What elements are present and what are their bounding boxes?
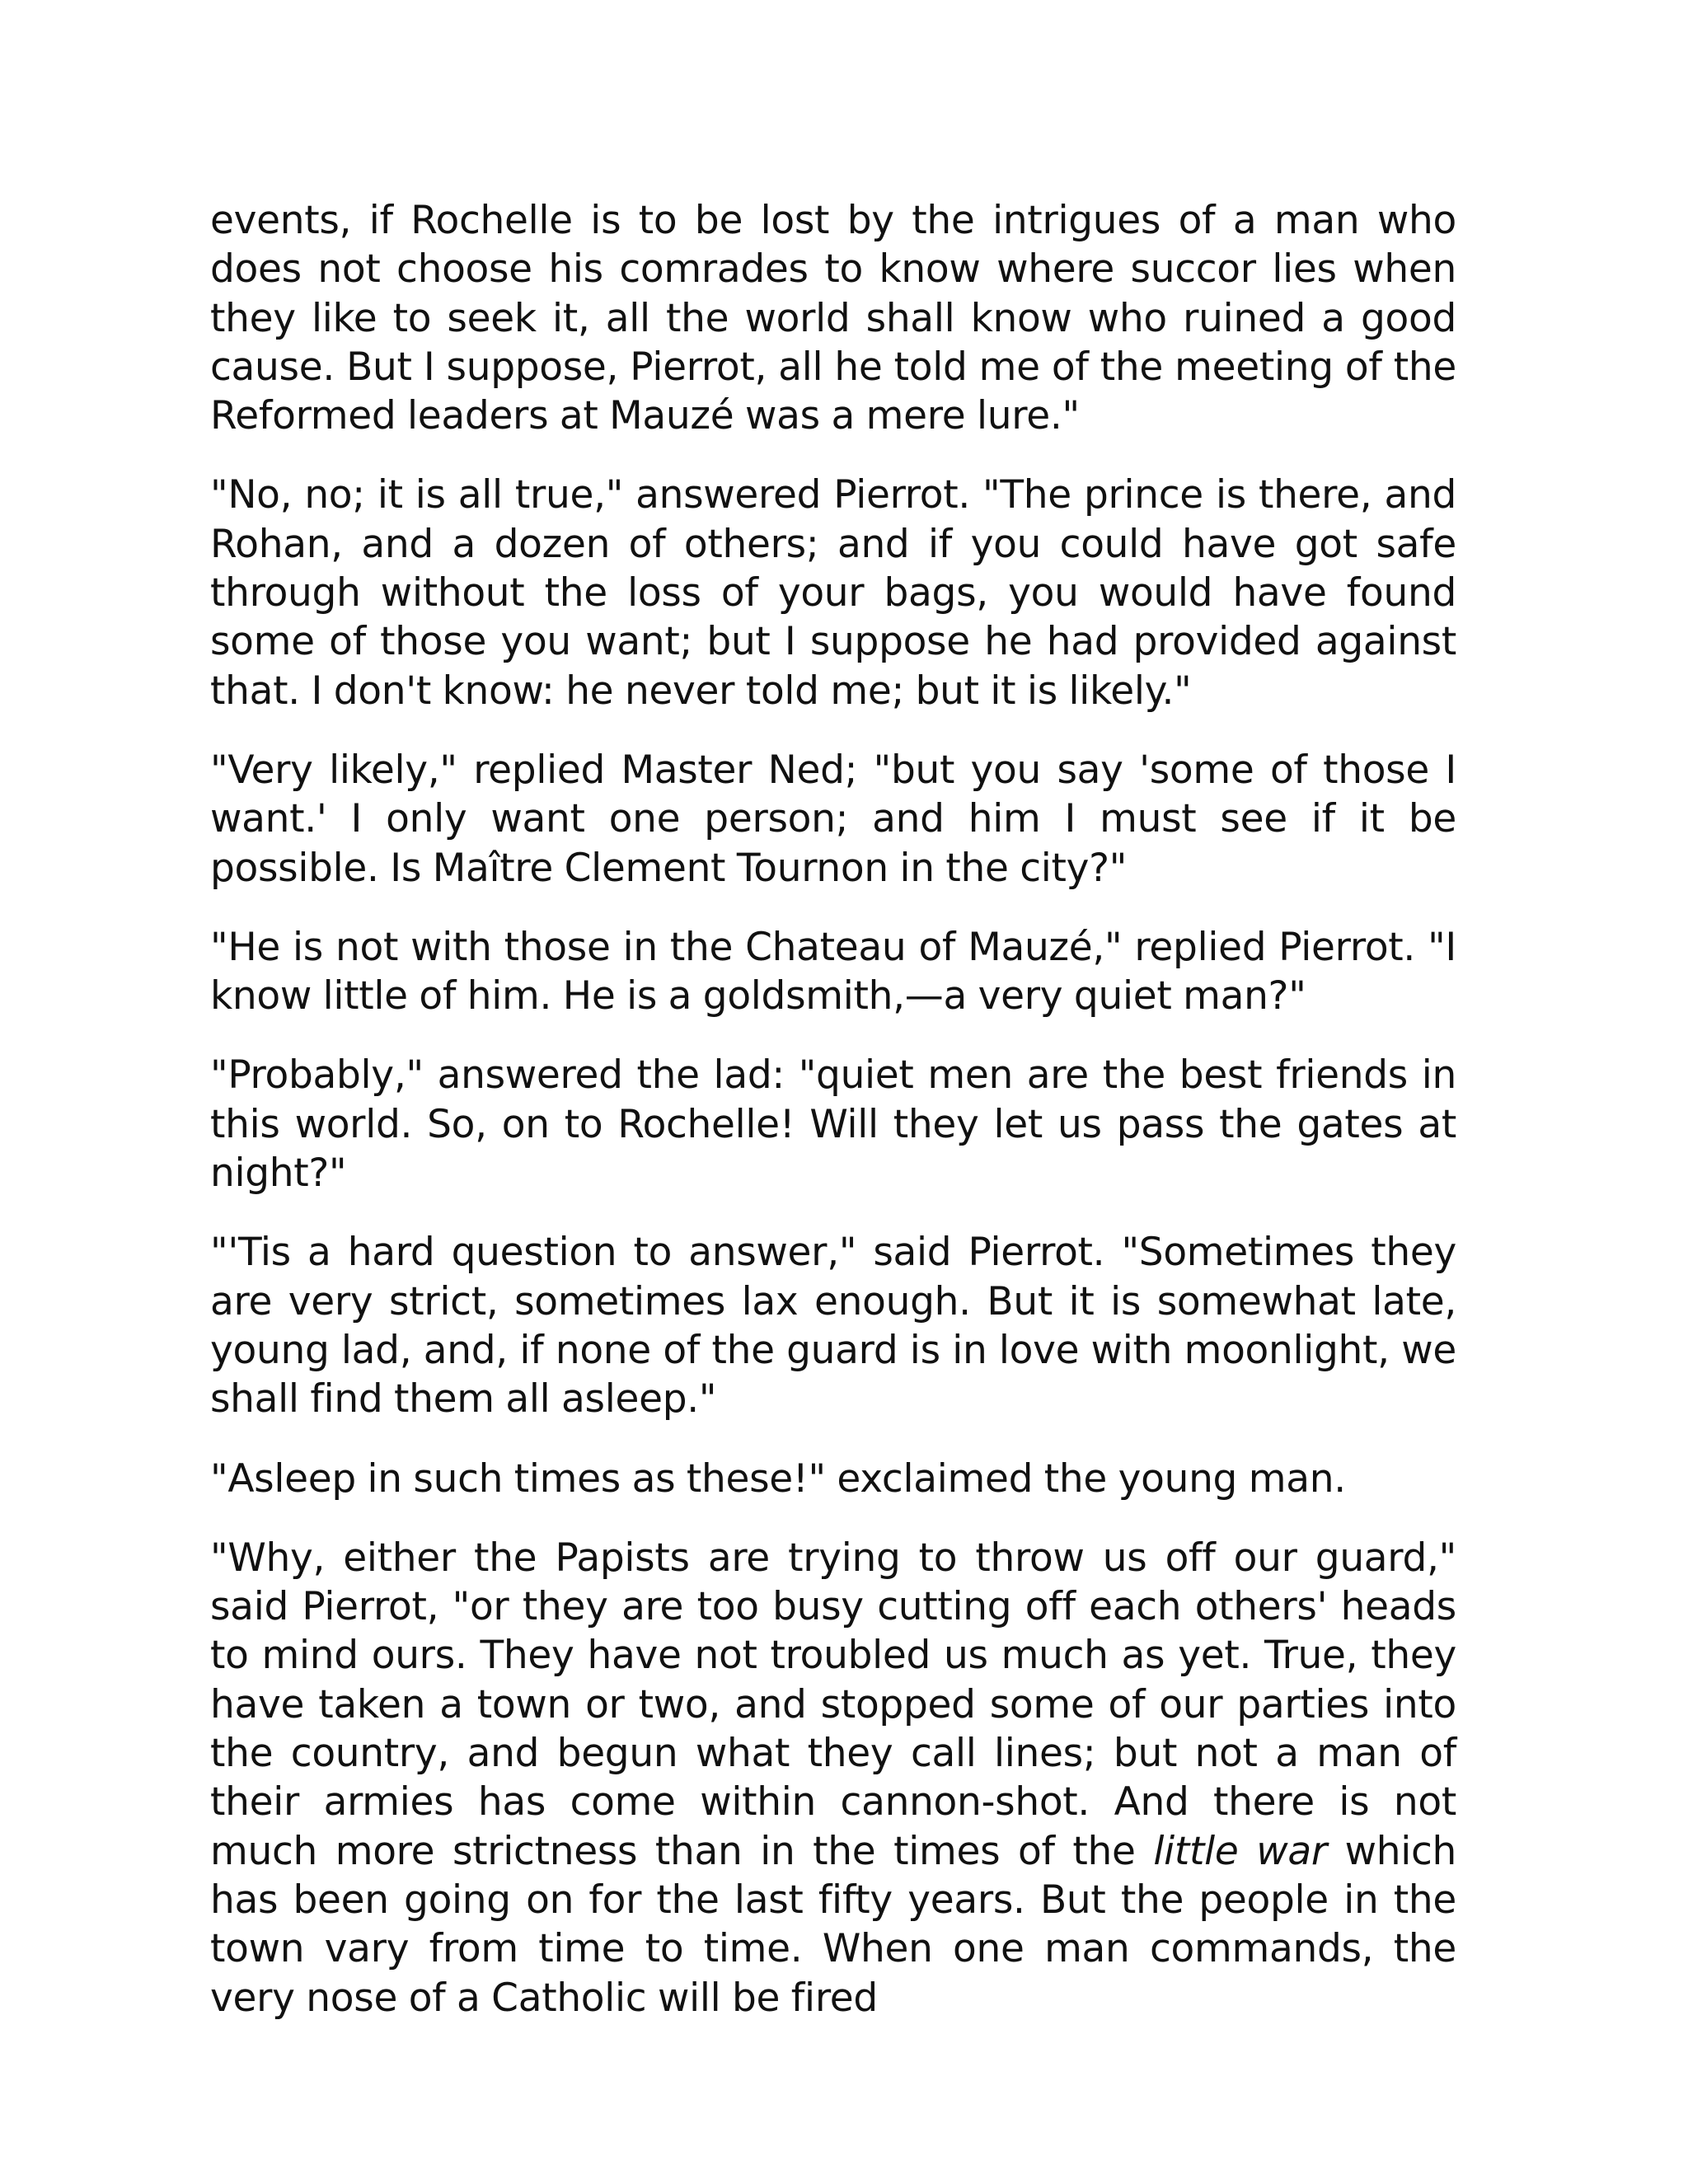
paragraph-8-text-after: which has been going on for the last fifty years. But the people in the town vary from time to time. When one man commands, the very nose of a Catholic will be fired — [210, 1828, 1456, 2021]
paragraph-8-italic-phrase: little war — [1153, 1828, 1327, 1874]
paragraph-2: "No, no; it is all true," answered Pierrot. "The prince is there, and Rohan, and a dozen of others; and if you could have got safe through without the loss of your bags, you would have found some of those you want; but I suppose he had provided against that. I don't know: he never told me; but it is likely." — [210, 472, 1456, 714]
paragraph-6: "'Tis a hard question to answer," said Pierrot. "Sometimes they are very strict, sometimes lax enough. But it is somewhat late, young lad, and, if none of the guard is in love with moonlight, we shall find them all asleep." — [210, 1230, 1456, 1422]
paragraph-4: "He is not with those in the Chateau of Mauzé," replied Pierrot. "I know little of him. He is a goldsmith,—a very quiet man?" — [210, 924, 1456, 1019]
page-body — [210, 196, 1456, 2022]
paragraph-5: "Probably," answered the lad: "quiet men are the best friends in this world. So, on to Rochelle! Will they let us pass the gates at night?" — [210, 1052, 1456, 1197]
paragraph-8 — [210, 1534, 1456, 2022]
paragraph-8-text-before: "Why, either the Papists are trying to throw us off our guard," said Pierrot, "or they are too busy cutting off each others' heads to mind ours. They have not troubled us much as yet. True, they have taken a town or two, and stopped some of our parties into the country, and begun what they call lines; but not a man of their armies has come within cannon-shot. And there is not much more strictness than in the times of the — [210, 1535, 1456, 1874]
paragraph-3: "Very likely," replied Master Ned; "but you say 'some of those I want.' I only want one person; and him I must see if it be possible. Is Maître Clement Tournon in the city?" — [210, 747, 1456, 891]
paragraph-1: events, if Rochelle is to be lost by the intrigues of a man who does not choose his comrades to know where succor lies when they like to seek it, all the world shall know who ruined a good cause. But I suppose, Pierrot, all he told me of the meeting of the Reformed leaders at Mauzé was a mere lure." — [210, 198, 1456, 439]
paragraph-7: "Asleep in such times as these!" exclaimed the young man. — [210, 1455, 1346, 1502]
